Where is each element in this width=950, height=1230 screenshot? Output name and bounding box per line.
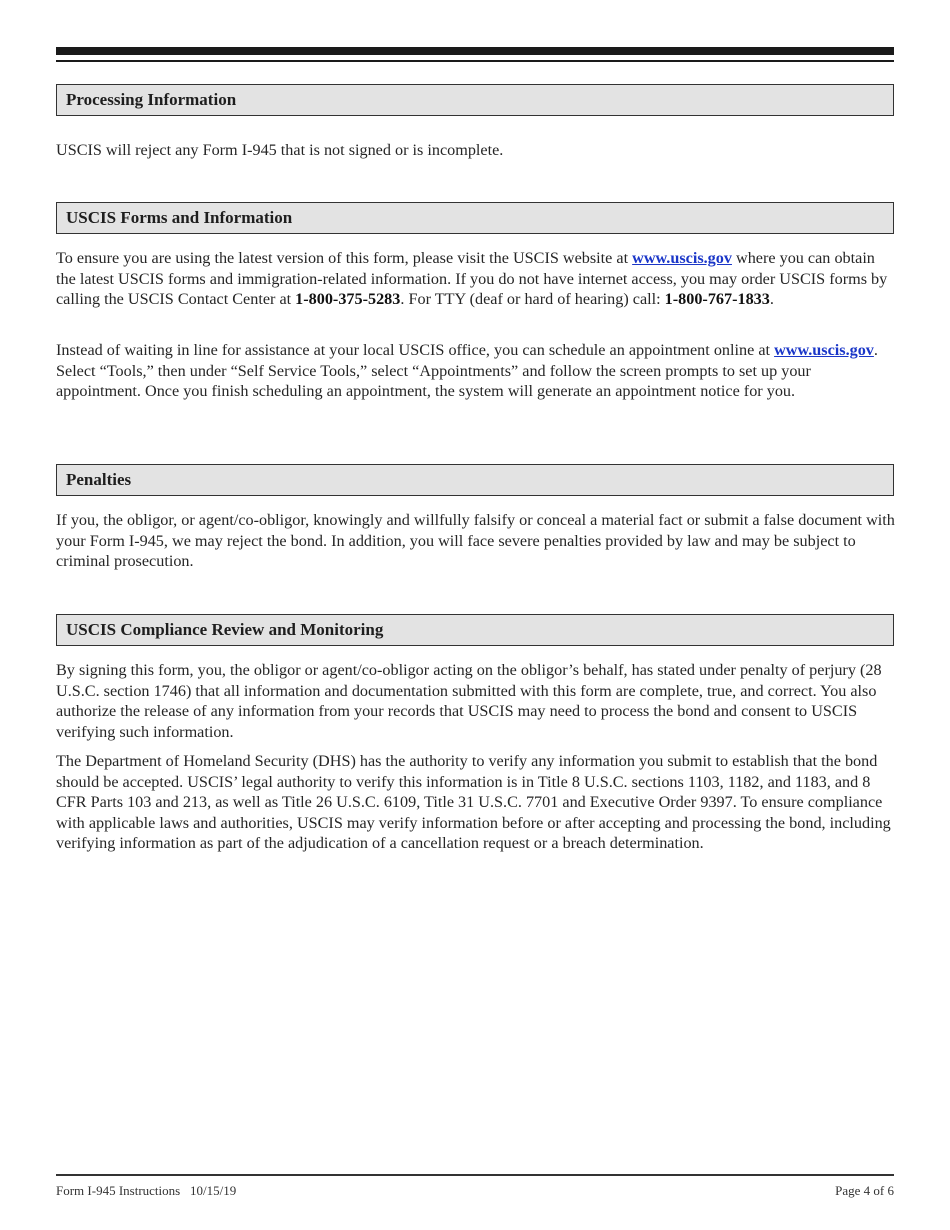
footer-form-name: Form I-945 Instructions bbox=[56, 1183, 181, 1198]
forms-paragraph-1 bbox=[56, 248, 896, 310]
forms-p1-text-b: where you can obtain the latest USCIS forms and immigration-related information. If you do not have internet access, you may order USCIS forms by calling the USCIS Contact Center at bbox=[56, 249, 888, 308]
processing-paragraph: USCIS will reject any Form I-945 that is not signed or is incomplete. bbox=[56, 141, 504, 159]
forms-p1-text-c: . For TTY (deaf or hard of hearing) call: bbox=[400, 290, 665, 308]
footer-rule bbox=[56, 1174, 894, 1176]
forms-p1-text-d: . bbox=[769, 290, 774, 308]
top-rule-thick bbox=[56, 47, 894, 55]
footer-form-info bbox=[56, 1183, 236, 1199]
section-header-processing-information: Processing Information bbox=[56, 84, 894, 116]
forms-p2-text-b: . Select “Tools,” then under “Self Service Tools,” select “Appointments” and follow the screen prompts to set up your appointment. Once you finish scheduling an appointment, the system will generate an appointment notice for you. bbox=[56, 341, 878, 400]
contact-center-phone: 1-800-375-5283 bbox=[295, 290, 401, 308]
footer-edition-date: 10/15/19 bbox=[189, 1183, 237, 1198]
footer-page-number: Page 4 of 6 bbox=[835, 1183, 894, 1198]
section-header-uscis-forms-and-information: USCIS Forms and Information bbox=[56, 202, 894, 234]
uscis-website-link-2[interactable]: www.uscis.gov bbox=[774, 341, 874, 359]
forms-paragraph-2 bbox=[56, 340, 896, 402]
uscis-website-link-1[interactable]: www.uscis.gov bbox=[632, 249, 732, 267]
tty-phone: 1-800-767-1833 bbox=[664, 290, 770, 308]
compliance-paragraph-1: By signing this form, you, the obligor or agent/co-obligor acting on the obligor’s behalf, has stated under penalty of perjury (28 U.S.C. section 1746) that all information and documentation submitted with this form are complete, true, and correct. You also authorize the release of any information from your records that USCIS may need to process the bond and consent to USCIS verifying such information. bbox=[56, 661, 882, 741]
section-header-compliance-review: USCIS Compliance Review and Monitoring bbox=[56, 614, 894, 646]
penalties-paragraph: If you, the obligor, or agent/co-obligor, knowingly and willfully falsify or conceal a material fact or submit a false document with your Form I-945, we may reject the bond. In addition, you will face severe penalties provided by law and may be subject to criminal prosecution. bbox=[56, 511, 895, 570]
forms-p1-text-a: To ensure you are using the latest version of this form, please visit the USCIS website at bbox=[56, 249, 633, 267]
compliance-paragraph-2: The Department of Homeland Security (DHS) has the authority to verify any information you submit to establish that the bond should be accepted. USCIS’ legal authority to verify this information is in Title 8 U.S.C. sections 1103, 1182, and 1183, and 8 CFR Parts 103 and 213, as well as Title 26 U.S.C. 6109, Title 31 U.S.C. 7701 and Executive Order 9397. To ensure compliance with applicable laws and authorities, USCIS may verify information before or after accepting and processing the bond, including verifying information as part of the adjudication of a cancellation request or a breach determination. bbox=[56, 752, 891, 852]
forms-p2-text-a: Instead of waiting in line for assistance at your local USCIS office, you can schedule an appointment online at bbox=[56, 341, 775, 359]
top-rule-thin bbox=[56, 60, 894, 62]
section-header-penalties: Penalties bbox=[56, 464, 894, 496]
